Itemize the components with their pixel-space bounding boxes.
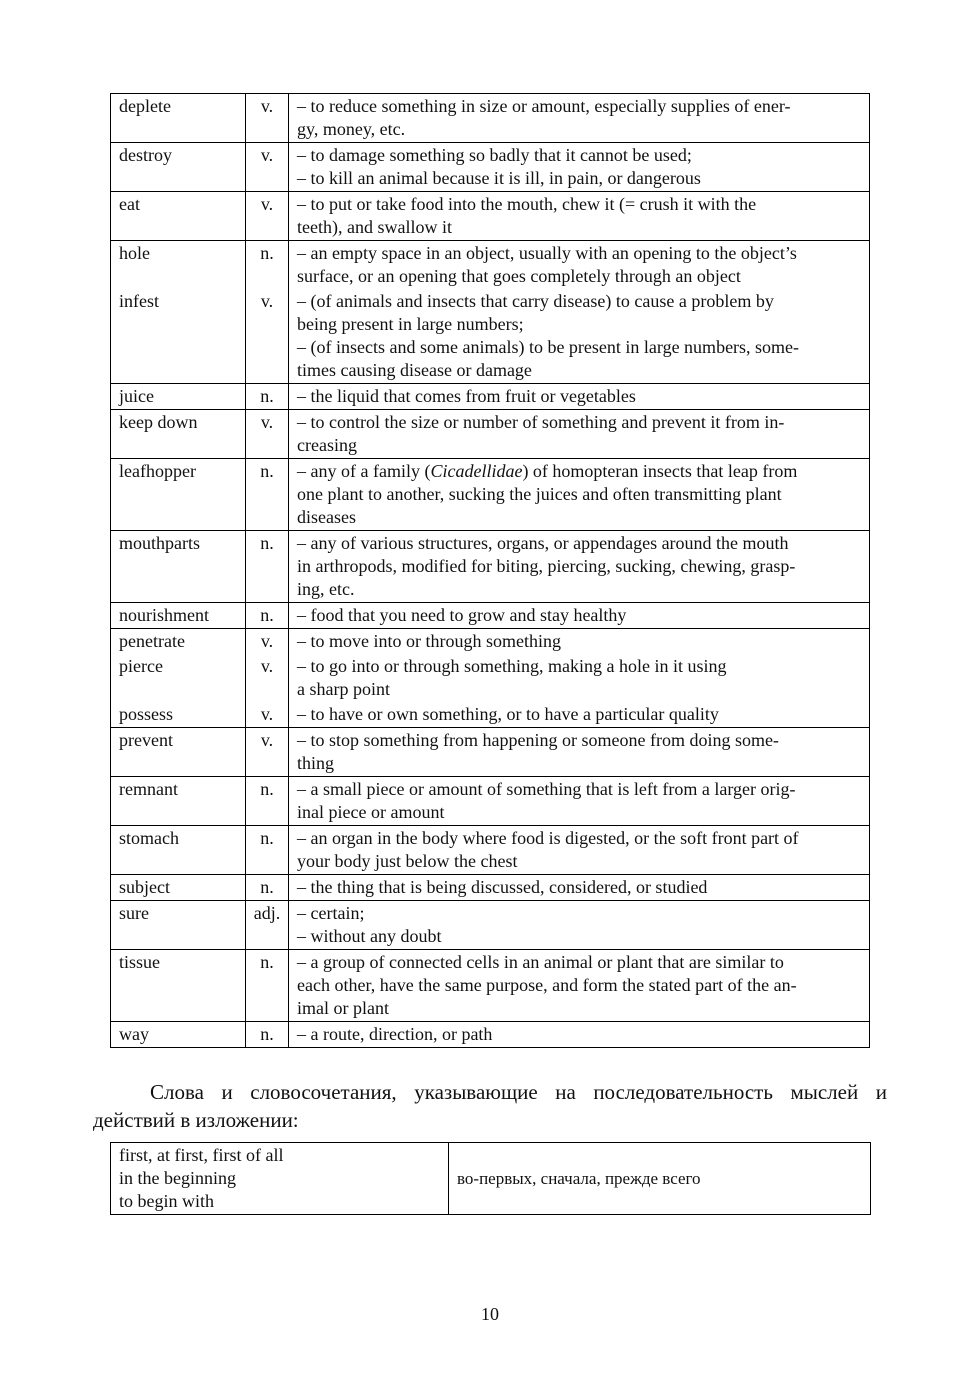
definition-line: – certain; bbox=[297, 903, 365, 923]
table-row bbox=[111, 826, 870, 875]
vocab-definition bbox=[289, 728, 870, 777]
table-row bbox=[111, 531, 870, 603]
table-row bbox=[111, 289, 870, 384]
vocab-word: hole bbox=[111, 241, 246, 290]
page-number: 10 bbox=[481, 1304, 499, 1324]
vocab-word: infest bbox=[111, 289, 246, 384]
table-row bbox=[111, 410, 870, 459]
vocab-definition bbox=[289, 192, 870, 241]
part-of-speech: v. bbox=[246, 629, 289, 655]
table-row bbox=[111, 1143, 871, 1215]
vocab-word: nourishment bbox=[111, 603, 246, 629]
definition-line: – to damage something so badly that it cannot be used; bbox=[297, 145, 692, 165]
table-row bbox=[111, 654, 870, 702]
definition-line: – a group of connected cells in an animal or plant that are similar to bbox=[297, 952, 784, 972]
definition-line: teeth), and swallow it bbox=[297, 217, 452, 237]
vocab-word: subject bbox=[111, 875, 246, 901]
part-of-speech: n. bbox=[246, 241, 289, 290]
definition-line: surface, or an opening that goes completely through an object bbox=[297, 266, 741, 286]
definition-line: – to go into or through something, making a hole in it using bbox=[297, 656, 727, 676]
vocab-word: leafhopper bbox=[111, 459, 246, 531]
definition-line: thing bbox=[297, 753, 335, 773]
table-row bbox=[111, 143, 870, 192]
definition-line: – to move into or through something bbox=[297, 631, 561, 651]
definition-line: one plant to another, sucking the juices and often transmitting plant bbox=[297, 484, 782, 504]
definition-line: imal or plant bbox=[297, 998, 389, 1018]
vocab-word: juice bbox=[111, 384, 246, 410]
part-of-speech: n. bbox=[246, 384, 289, 410]
vocab-definition bbox=[289, 410, 870, 459]
definition-line: gy, money, etc. bbox=[297, 119, 406, 139]
vocab-word: sure bbox=[111, 901, 246, 950]
vocabulary-table bbox=[110, 93, 870, 1048]
definition-line: your body just below the chest bbox=[297, 851, 518, 871]
vocab-definition bbox=[289, 629, 870, 655]
vocab-word: deplete bbox=[111, 94, 246, 143]
definition-line: – without any doubt bbox=[297, 926, 442, 946]
vocab-word: possess bbox=[111, 702, 246, 728]
definition-line: each other, have the same purpose, and form the stated part of the an- bbox=[297, 975, 797, 995]
part-of-speech: n. bbox=[246, 875, 289, 901]
vocab-word: stomach bbox=[111, 826, 246, 875]
part-of-speech: v. bbox=[246, 192, 289, 241]
english-phrases-cell bbox=[111, 1143, 449, 1215]
english-phrase: to begin with bbox=[119, 1191, 214, 1211]
vocab-definition bbox=[289, 654, 870, 702]
part-of-speech: n. bbox=[246, 777, 289, 826]
definition-line: – a small piece or amount of something that is left from a larger orig- bbox=[297, 779, 796, 799]
definition-line: – to control the size or number of something and prevent it from in- bbox=[297, 412, 785, 432]
part-of-speech: adj. bbox=[246, 901, 289, 950]
table-row bbox=[111, 384, 870, 410]
vocab-definition bbox=[289, 901, 870, 950]
part-of-speech: v. bbox=[246, 702, 289, 728]
table-row bbox=[111, 1022, 870, 1048]
vocab-definition bbox=[289, 603, 870, 629]
table-row bbox=[111, 875, 870, 901]
table-row bbox=[111, 901, 870, 950]
sequence-words-table bbox=[110, 1142, 871, 1215]
definition-line: – food that you need to grow and stay healthy bbox=[297, 605, 627, 625]
vocab-word: mouthparts bbox=[111, 531, 246, 603]
vocab-word: penetrate bbox=[111, 629, 246, 655]
vocab-definition bbox=[289, 702, 870, 728]
part-of-speech: v. bbox=[246, 410, 289, 459]
table-row bbox=[111, 94, 870, 143]
definition-line: – (of animals and insects that carry disease) to cause a problem by bbox=[297, 291, 774, 311]
vocab-definition bbox=[289, 1022, 870, 1048]
part-of-speech: n. bbox=[246, 950, 289, 1022]
table-row bbox=[111, 459, 870, 531]
table-row bbox=[111, 192, 870, 241]
table-row bbox=[111, 702, 870, 728]
part-of-speech: n. bbox=[246, 531, 289, 603]
definition-line: – any of a family (Cicadellidae) of homopteran insects that leap from bbox=[297, 461, 798, 481]
definition-line: a sharp point bbox=[297, 679, 390, 699]
table-row bbox=[111, 603, 870, 629]
definition-line: – the thing that is being discussed, considered, or studied bbox=[297, 877, 708, 897]
vocab-definition bbox=[289, 875, 870, 901]
definition-line: – a route, direction, or path bbox=[297, 1024, 493, 1044]
vocab-definition bbox=[289, 384, 870, 410]
definition-line: – to reduce something in size or amount, especially supplies of ener- bbox=[297, 96, 791, 116]
part-of-speech: v. bbox=[246, 289, 289, 384]
table-row bbox=[111, 241, 870, 290]
definition-line: – (of insects and some animals) to be present in large numbers, some- bbox=[297, 337, 800, 357]
definition-line: being present in large numbers; bbox=[297, 314, 524, 334]
definition-line: – any of various structures, organs, or appendages around the mouth bbox=[297, 533, 789, 553]
part-of-speech: n. bbox=[246, 459, 289, 531]
definition-line: in arthropods, modified for biting, piercing, sucking, chewing, grasp- bbox=[297, 556, 796, 576]
vocab-word: remnant bbox=[111, 777, 246, 826]
definition-line: – to put or take food into the mouth, chew it (= crush it with the bbox=[297, 194, 757, 214]
part-of-speech: v. bbox=[246, 94, 289, 143]
vocab-definition bbox=[289, 94, 870, 143]
definition-line: – to kill an animal because it is ill, in pain, or dangerous bbox=[297, 168, 701, 188]
part-of-speech: n. bbox=[246, 826, 289, 875]
vocab-definition bbox=[289, 826, 870, 875]
definition-line: – to have or own something, or to have a particular quality bbox=[297, 704, 719, 724]
definition-line: diseases bbox=[297, 507, 356, 527]
vocab-word: destroy bbox=[111, 143, 246, 192]
part-of-speech: v. bbox=[246, 728, 289, 777]
part-of-speech: v. bbox=[246, 143, 289, 192]
russian-translation-cell: во-первых, сначала, прежде всего bbox=[449, 1143, 871, 1215]
vocab-definition bbox=[289, 459, 870, 531]
vocab-word: way bbox=[111, 1022, 246, 1048]
english-phrase: in the beginning bbox=[119, 1168, 236, 1188]
table-row bbox=[111, 777, 870, 826]
vocab-definition bbox=[289, 289, 870, 384]
vocab-definition bbox=[289, 777, 870, 826]
vocab-definition bbox=[289, 241, 870, 290]
table-row bbox=[111, 728, 870, 777]
vocab-definition bbox=[289, 143, 870, 192]
vocab-word: keep down bbox=[111, 410, 246, 459]
part-of-speech: v. bbox=[246, 654, 289, 702]
sequence-words-intro: Слова и словосочетания, указывающие на последовательность мыслей и действий в изложении: bbox=[93, 1080, 887, 1132]
definition-line: ing, etc. bbox=[297, 579, 355, 599]
vocab-definition bbox=[289, 531, 870, 603]
vocab-definition bbox=[289, 950, 870, 1022]
table-row bbox=[111, 950, 870, 1022]
definition-line: creasing bbox=[297, 435, 357, 455]
definition-line: – to stop something from happening or someone from doing some- bbox=[297, 730, 779, 750]
vocab-word: pierce bbox=[111, 654, 246, 702]
definition-line: – an empty space in an object, usually with an opening to the object’s bbox=[297, 243, 797, 263]
vocab-word: eat bbox=[111, 192, 246, 241]
table-row bbox=[111, 629, 870, 655]
vocab-word: prevent bbox=[111, 728, 246, 777]
definition-line: inal piece or amount bbox=[297, 802, 445, 822]
definition-line: – the liquid that comes from fruit or vegetables bbox=[297, 386, 636, 406]
part-of-speech: n. bbox=[246, 1022, 289, 1048]
part-of-speech: n. bbox=[246, 603, 289, 629]
english-phrase: first, at first, first of all bbox=[119, 1145, 284, 1165]
definition-line: – an organ in the body where food is digested, or the soft front part of bbox=[297, 828, 799, 848]
definition-line: times causing disease or damage bbox=[297, 360, 532, 380]
vocab-word: tissue bbox=[111, 950, 246, 1022]
